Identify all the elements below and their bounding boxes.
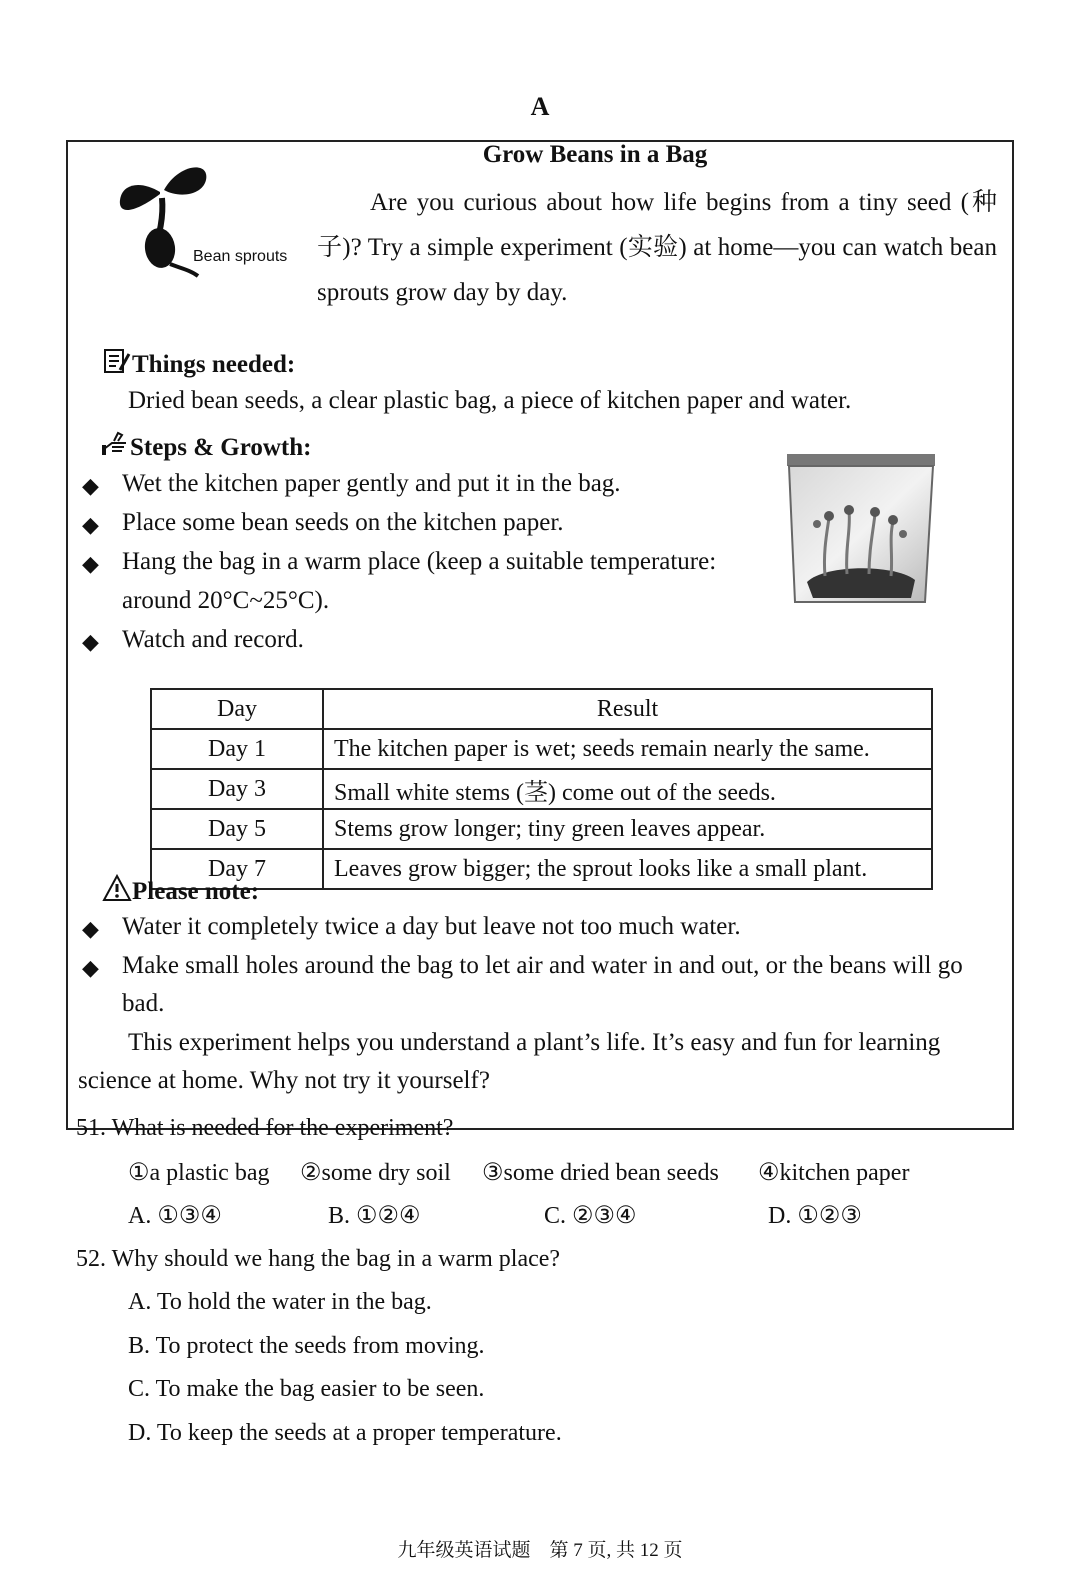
question-51-item-1: ①a plastic bag	[128, 1160, 270, 1186]
table-cell-day: Day 5	[151, 809, 323, 849]
question-51-option-b[interactable]: B. ①②④	[328, 1203, 421, 1229]
question-52-option-d[interactable]: D. To keep the seeds at a proper temperature.	[128, 1420, 562, 1446]
table-header-result: Result	[323, 689, 932, 729]
please-note-label: Please note:	[132, 878, 260, 905]
bullet-icon: ◆	[82, 629, 99, 654]
question-51-option-d[interactable]: D. ①②③	[768, 1203, 862, 1229]
question-51-item-2: ②some dry soil	[300, 1160, 451, 1186]
table-cell-result: The kitchen paper is wet; seeds remain nearly the same.	[323, 729, 932, 769]
passage-title: Grow Beans in a Bag	[482, 141, 708, 168]
question-51-item-4: ④kitchen paper	[758, 1160, 910, 1186]
steps-heading	[102, 431, 311, 462]
table-row	[151, 809, 932, 849]
step-1: Wet the kitchen paper gently and put it in the bag.	[122, 470, 621, 497]
step-3: Hang the bag in a warm place (keep a suitable temperature:	[122, 548, 717, 575]
please-note-heading	[102, 874, 259, 906]
bean-sprout-icon	[118, 160, 293, 285]
table-cell-day: Day 1	[151, 729, 323, 769]
pointing-hand-icon	[102, 431, 130, 459]
table-cell-result: Stems grow longer; tiny green leaves appear.	[323, 809, 932, 849]
bullet-icon: ◆	[82, 473, 99, 498]
bullet-icon: ◆	[82, 955, 99, 980]
table-cell-day: Day 7	[151, 849, 323, 889]
question-51-stem: 51. What is needed for the experiment?	[76, 1115, 454, 1141]
table-header-day: Day	[151, 689, 323, 729]
note-2: Make small holes around the bag to let air and water in and out, or the beans will go	[122, 952, 963, 979]
bullet-icon: ◆	[82, 512, 99, 537]
table-cell-result: Small white stems (茎) come out of the seeds.	[323, 769, 932, 809]
step-4: Watch and record.	[122, 626, 304, 653]
things-needed-heading	[102, 346, 295, 379]
question-52-option-c[interactable]: C. To make the bag easier to be seen.	[128, 1376, 485, 1402]
things-needed-label: Things needed:	[132, 351, 296, 378]
table-row	[151, 849, 932, 889]
checklist-icon	[102, 346, 132, 376]
question-51-option-c[interactable]: C. ②③④	[544, 1203, 637, 1229]
bean-bag-image	[785, 452, 937, 612]
table-header-row	[151, 689, 932, 729]
step-3-continued: around 20°C~25°C).	[122, 587, 330, 614]
page-footer: 九年级英语试题 第 7 页, 共 12 页	[397, 1540, 683, 1561]
intro-paragraph: Are you curious about how life begins from a tiny seed (种子)? Try a simple experiment (实验) at home—you can watch bean sprouts grow day by day.	[317, 189, 997, 306]
conclusion-line-2: science at home. Why not try it yourself?	[78, 1067, 490, 1094]
question-51-option-a[interactable]: A. ①③④	[128, 1203, 222, 1229]
question-51-item-3: ③some dried bean seeds	[482, 1160, 719, 1186]
bullet-icon: ◆	[82, 916, 99, 941]
warning-icon	[102, 874, 132, 902]
question-52-option-a[interactable]: A. To hold the water in the bag.	[128, 1289, 432, 1315]
note-2-continued: bad.	[122, 990, 165, 1017]
table-cell-day: Day 3	[151, 769, 323, 809]
table-row	[151, 769, 932, 809]
bullet-icon: ◆	[82, 551, 99, 576]
sprout-label: Bean sprouts	[193, 248, 288, 265]
table-cell-result: Leaves grow bigger; the sprout looks like a small plant.	[323, 849, 932, 889]
conclusion-line-1: This experiment helps you understand a plant’s life. It’s easy and fun for learning	[128, 1029, 941, 1056]
steps-label: Steps & Growth:	[130, 434, 312, 461]
table-row	[151, 729, 932, 769]
things-needed-text: Dried bean seeds, a clear plastic bag, a piece of kitchen paper and water.	[128, 387, 852, 414]
note-1: Water it completely twice a day but leave not too much water.	[122, 913, 741, 940]
question-52-stem: 52. Why should we hang the bag in a warm place?	[76, 1246, 561, 1272]
question-52-option-b[interactable]: B. To protect the seeds from moving.	[128, 1333, 485, 1359]
section-letter: A	[530, 92, 550, 121]
result-table	[150, 688, 933, 890]
step-2: Place some bean seeds on the kitchen paper.	[122, 509, 564, 536]
